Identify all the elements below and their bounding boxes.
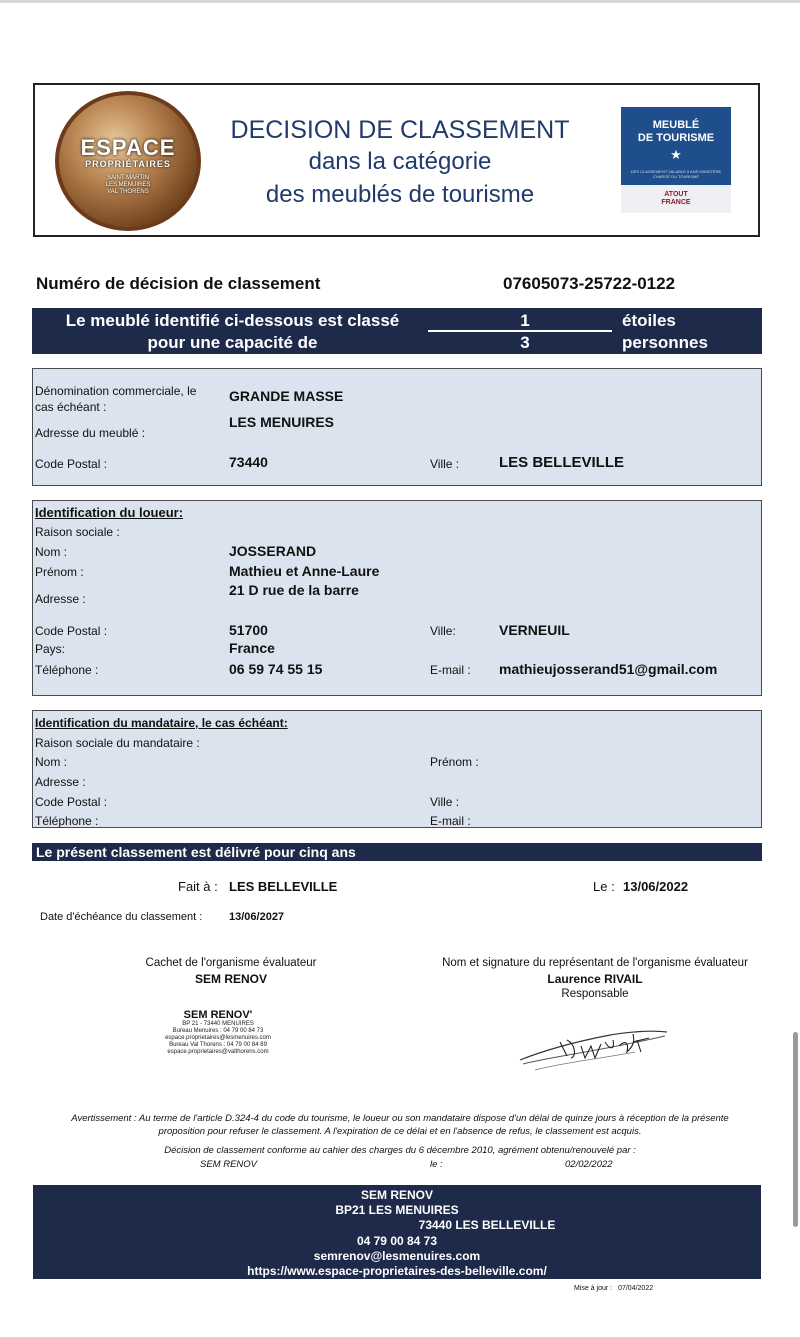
le-label: Le : (593, 879, 615, 894)
loueur-prenom-label: Prénom : (35, 565, 84, 579)
loueur-adresse-label: Adresse : (35, 592, 86, 606)
footer-line-3: 73440 LES BELLEVILLE (418, 1218, 556, 1232)
loueur-nom-value: JOSSERAND (229, 543, 317, 559)
adresse-meuble-label: Adresse du meublé : (35, 426, 146, 440)
badge-line-2: DE TOURISME (637, 132, 715, 144)
loueur-tel-label: Téléphone : (35, 663, 99, 677)
loueur-cp-label: Code Postal : (35, 624, 108, 638)
adresse-meuble-value: LES MENUIRES (229, 414, 335, 430)
legal-warning (40, 1112, 760, 1138)
france-text: FRANCE (661, 199, 691, 206)
loueur-nom-label: Nom : (35, 545, 68, 559)
validity-bar (32, 843, 762, 861)
footer-line-4: 04 79 00 84 73 (356, 1234, 438, 1248)
mandataire-tel-label: Téléphone : (35, 814, 99, 828)
stamp-line: Bureau Menuires : 04 79 00 84 73 (172, 1028, 264, 1034)
meuble-de-tourisme-badge (621, 107, 731, 213)
mandataire-raison-label: Raison sociale du mandataire : (35, 736, 200, 750)
validity-text: Le présent classement est délivré pour cinq ans (36, 844, 356, 860)
footer-block (33, 1185, 761, 1279)
representant-role: Responsable (561, 988, 629, 1000)
classement-line-2: pour une capacité de (147, 333, 318, 352)
title-line-3: des meublés de tourisme (265, 181, 535, 208)
mandataire-cp-label: Code Postal : (35, 795, 108, 809)
loueur-tel-value: 06 59 74 55 15 (229, 661, 323, 677)
scrollbar[interactable] (793, 1032, 798, 1227)
stamp-line: espace.proprietaires@lesmenuires.com (165, 1035, 271, 1041)
logo-places (59, 175, 197, 196)
update-date: 07/04/2022 (618, 1285, 654, 1292)
fait-value: LES BELLEVILLE (229, 879, 338, 894)
signature-image (515, 1012, 675, 1074)
warning-line-1: Avertissement : Au terme de l'article D.324-4 du code du tourisme, le loueur ou son mandataire dispose d'un délai de quinze jours à réception de la présente (71, 1113, 729, 1124)
representant-name: Laurence RIVAIL (547, 972, 643, 986)
denomination-label-2: cas échéant : (35, 400, 107, 414)
logo-place: SAINT MARTIN (106, 175, 150, 181)
mandataire-ville-label: Ville : (430, 795, 460, 809)
classement-bar (32, 308, 762, 354)
mandataire-nom-label: Nom : (35, 755, 68, 769)
stamp-line: Bureau Val Thorens : 04 79 00 84 89 (169, 1042, 267, 1048)
footer-website-link[interactable]: https://www.espace-proprietaires-des-belleville.com/ (247, 1264, 547, 1278)
title-line-1: DECISION DE CLASSEMENT (230, 116, 570, 144)
logo-text-sub: PROPRIÉTAIRES (85, 159, 171, 169)
logo-text-main: ESPACE (80, 135, 176, 160)
stamp-title: SEM RENOV' (183, 1009, 253, 1021)
mandataire-email-label: E-mail : (430, 814, 471, 828)
echeance-value: 13/06/2027 (229, 911, 285, 923)
mandataire-section-title: Identification du mandataire, le cas échéant: (35, 716, 288, 730)
badge-line-1: MEUBLÉ (652, 119, 700, 131)
mandataire-prenom-label: Prénom : (430, 755, 479, 769)
update-info (574, 1285, 653, 1292)
stamp-line: espace.proprietaires@valthorens.com (167, 1049, 269, 1055)
warning-line-2: proposition pour refuser le classement. A l'expiration de ce délai et en l'absence de refus, le classement est acquis. (158, 1126, 642, 1137)
classement-line-1: Le meublé identifié ci-dessous est classé (65, 311, 400, 330)
loueur-raison-label: Raison sociale : (35, 525, 120, 539)
mandataire-adresse-label: Adresse : (35, 775, 86, 789)
stars-count: 1 (520, 311, 530, 330)
loueur-ville-value: VERNEUIL (499, 622, 570, 638)
espace-proprietaires-logo (55, 91, 201, 231)
capacity-unit: personnes (622, 333, 708, 352)
loueur-ville-label: Ville: (430, 624, 456, 638)
top-border (0, 0, 800, 3)
capacity-count: 3 (520, 333, 530, 352)
meuble-cp-label: Code Postal : (35, 457, 108, 471)
decision-number: 07605073-25722-0122 (503, 274, 676, 293)
loueur-section-title: Identification du loueur: (35, 505, 184, 520)
fait-label: Fait à : (178, 879, 218, 894)
conformity-org: SEM RENOV (200, 1159, 258, 1170)
update-label: Mise à jour : (574, 1285, 613, 1292)
stars-unit: étoiles (622, 311, 676, 330)
le-value: 13/06/2022 (623, 879, 689, 894)
logo-place: LES MENUIRES (105, 182, 151, 188)
footer-line-5[interactable]: semrenov@lesmenuires.com (313, 1249, 481, 1263)
atout-france-logo (621, 191, 731, 207)
meuble-cp-value: 73440 (229, 454, 268, 470)
echeance-label: Date d'échéance du classement : (40, 911, 203, 923)
decision-number-label: Numéro de décision de classement (36, 274, 321, 293)
cachet-org: SEM RENOV (194, 972, 267, 986)
loueur-pays-value: France (229, 640, 275, 656)
conformity-text: Décision de classement conforme au cahier des charges du 6 décembre 2010, agrément obtenu/renouvelé par : (164, 1145, 636, 1156)
stamp-line: BP 21 - 73440 MENUIRES (182, 1021, 254, 1027)
footer-line-1: SEM RENOV (360, 1188, 433, 1202)
loueur-adresse-value: 21 D rue de la barre (229, 582, 359, 598)
loueur-cp-value: 51700 (229, 622, 268, 638)
denomination-value: GRANDE MASSE (229, 388, 344, 404)
denomination-label-1: Dénomination commerciale, le (35, 384, 197, 398)
logo-place: VAL THORENS (107, 189, 149, 195)
meuble-ville-label: Ville : (430, 457, 460, 471)
badge-small-text: DES CLASSEMENT VALABLE 5 ANS MINISTÈRE CHARGÉ DU TOURISME (630, 169, 722, 179)
representant-label: Nom et signature du représentant de l'organisme évaluateur (442, 957, 748, 969)
badge-title (621, 119, 731, 145)
sem-renov-stamp (148, 1009, 288, 1056)
star-icon: ★ (670, 147, 682, 162)
conformity-date: 02/02/2022 (565, 1159, 613, 1170)
meuble-ville-value: LES BELLEVILLE (499, 454, 625, 471)
cachet-label: Cachet de l'organisme évaluateur (145, 957, 317, 969)
footer-line-2: BP21 LES MENUIRES (335, 1203, 459, 1217)
loueur-email-value[interactable]: mathieujosserand51@gmail.com (499, 661, 718, 677)
loueur-email-label: E-mail : (430, 663, 471, 677)
loueur-pays-label: Pays: (35, 642, 66, 656)
loueur-prenom-value: Mathieu et Anne-Laure (229, 563, 380, 579)
conformity-le-label: le : (430, 1159, 443, 1170)
atout-text: ATOUT (664, 191, 688, 198)
title-line-2: dans la catégorie (308, 148, 492, 175)
